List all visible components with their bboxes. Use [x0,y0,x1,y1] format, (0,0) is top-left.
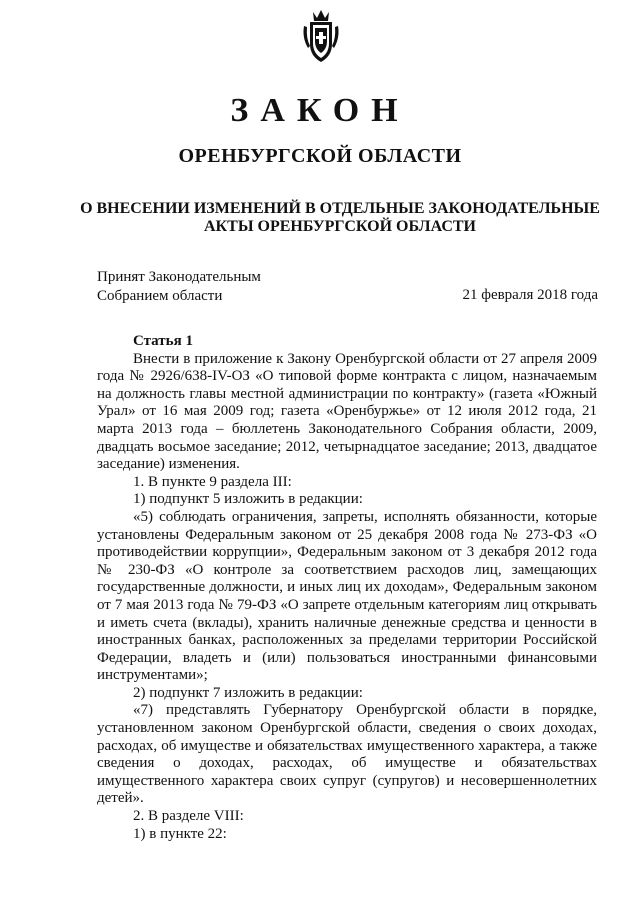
subitem-1-1: 1) подпункт 5 изложить в редакции: [133,491,363,508]
law-body [97,333,597,843]
adoption-note [97,268,261,306]
article-intro: Внести в приложение к Закону Оренбургской области от 27 апреля 2009 года № 2926/638-IV-ОЗ «О типовой форме контракта с лицом, назначаемым на должность главы местной администрации по контракту» (газета «Южный Урал» от 16 мая 2009 год; газета «Оренбуржье» от 12 июля 2012 года, 21 марта 2013 года – бюллетень Законодательного Собрания области, 2009, двадцать восьмое заседание; 2012, четырнадцатое заседание; 2013, двадцатое заседание) изменения. [97,350,597,473]
quoted-subitem-5: «5) соблюдать ограничения, запреты, исполнять обязанности, которые установлены Федеральным законом от 25 декабря 2008 года № 273-ФЗ «О противодействии коррупции», Федеральным законом от 3 декабря 2012 года № 230-ФЗ «О контроле за соответствием расходов лиц, замещающих государственные должности, и иных лиц их доходам», Федеральным законом от 7 мая 2013 года № 79-ФЗ «О запрете отдельным категориям лиц открывать и иметь счета (вклады), хранить наличные денежные средства и ценности в иностранных банках, расположенных за пределами территории Российской Федерации, владеть и (или) пользоваться иностранными финансовыми инструментами»; [97,508,597,684]
coat-of-arms-emblem [300,8,342,64]
law-subject [80,200,600,236]
adoption-date: 21 февраля 2018 года [462,287,598,303]
paragraph-item-1: 1. В пункте 9 раздела III: [133,473,292,490]
subitem-2-1: 1) в пункте 22: [133,825,227,842]
paragraph-item-2: 2. В разделе VIII: [133,808,244,825]
law-title: ЗАКОН [230,92,410,129]
adoption-line-2: Собранием области [97,288,223,304]
quoted-subitem-7: «7) представлять Губернатору Оренбургской области в порядке, установленном законом Оренбургской области, сведения о своих доходах, расходах, об имуществе и обязательствах имущественного характера, а также сведения о доходах, расходах, об имуществе и обязательствах имущественного характера своих супруг (супругов) и несовершеннолетних детей». [97,702,597,807]
subject-line-1: О ВНЕСЕНИИ ИЗМЕНЕНИЙ В ОТДЕЛЬНЫЕ ЗАКОНОДАТЕЛЬНЫЕ [80,200,600,217]
subitem-1-2: 2) подпункт 7 изложить в редакции: [133,684,363,701]
region-title: ОРЕНБУРГСКОЙ ОБЛАСТИ [178,145,462,167]
subject-line-2: АКТЫ ОРЕНБУРГСКОЙ ОБЛАСТИ [204,218,476,235]
article-title: Статья 1 [133,333,193,349]
adoption-line-1: Принят Законодательным [97,269,261,285]
